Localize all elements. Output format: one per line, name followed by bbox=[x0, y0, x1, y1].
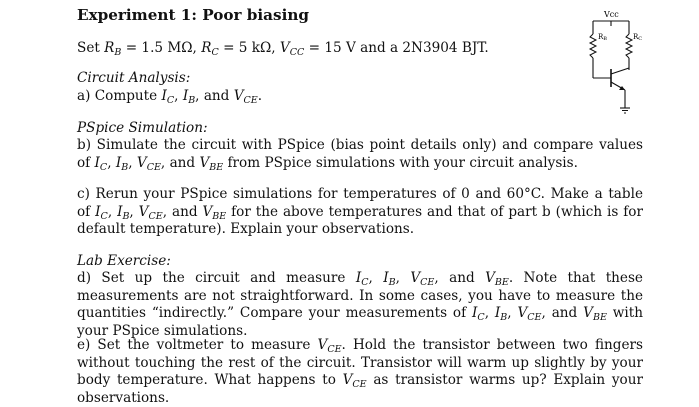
rc-label: RC bbox=[633, 33, 643, 42]
part-c: c) Rerun your PSpice simulations for temperatures of 0 and 60°C. Make a table of $I_C$, $I_B$, $V_{CE}$, and $V_{BE}$ for the above temperatures and that of part b (which is for default temperature). Explain your observations. bbox=[77, 186, 643, 238]
vcc-label: Vcc bbox=[604, 10, 619, 19]
setup-line: Set $R_B = 1.5$ MΩ, $R_C = 5$ kΩ, $V_{CC} = 15$ V and a 2N3904 BJT. bbox=[77, 40, 489, 58]
rc-resistor bbox=[626, 34, 632, 58]
rb-resistor bbox=[590, 34, 596, 58]
experiment-title: Experiment 1: Poor biasing bbox=[77, 6, 309, 24]
part-d: d) Set up the circuit and measure $I_C$, $I_B$, $V_{CE}$, and $V_{BE}$. Note that these measurements are not straightforward. In some cases, you have to measure the quantities “indirectly.” Compare your measurements of $I_C$, $I_B$, $V_{CE}$, and $V_{BE}$ with your PSpice simulations. bbox=[77, 270, 643, 339]
part-e: e) Set the voltmeter to measure $V_{CE}$. Hold the transistor between two fingers without touching the rest of the circuit. Transistor will warm up slightly by your body temperature. What happens to $V_{CE}$ as transistor warms up? Explain your observations. bbox=[77, 337, 643, 406]
part-a: a) Compute $I_C$, $I_B$, and $V_{CE}$. bbox=[77, 88, 263, 106]
rb-label: RB bbox=[598, 33, 607, 42]
pspice-simulation-heading: PSpice Simulation: bbox=[77, 120, 208, 136]
circuit-analysis-heading: Circuit Analysis: bbox=[77, 70, 191, 86]
part-b: b) Simulate the circuit with PSpice (bias point details only) and compare values of $I_C$, $I_B$, $V_{CE}$, and $V_{BE}$ from PSpice simulations with your circuit analysis. bbox=[77, 137, 643, 173]
lab-exercise-heading: Lab Exercise: bbox=[77, 253, 171, 269]
